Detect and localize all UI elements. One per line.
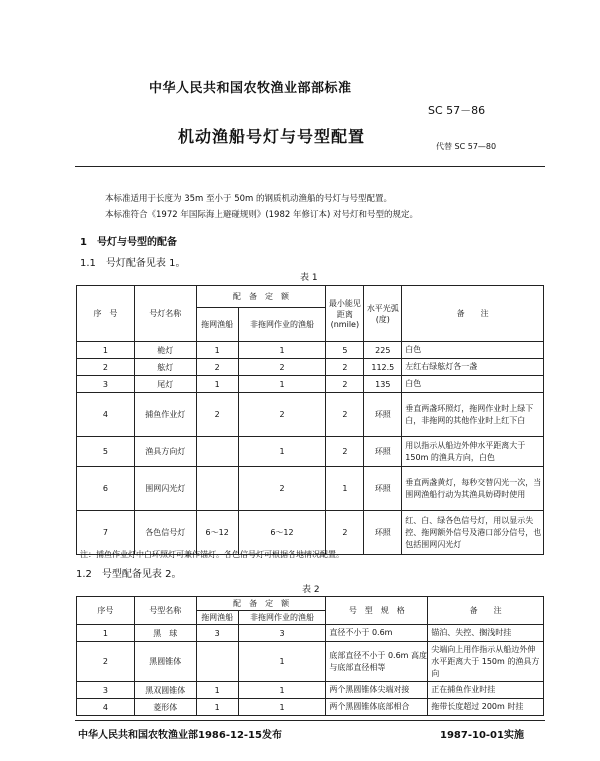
- cell-name: 捕鱼作业灯: [134, 393, 196, 437]
- cell-no: 1: [77, 342, 135, 359]
- table-1: [76, 285, 544, 555]
- t2-header-name: 号型名称: [134, 597, 196, 625]
- cell-remarks: 白色: [402, 376, 544, 393]
- cell-trawler: 6～12: [196, 511, 238, 555]
- cell-arc: 225: [364, 342, 402, 359]
- cell-non-trawler: 1: [238, 342, 326, 359]
- t2-header-spec: 号 型 规 格: [326, 597, 428, 625]
- t1-header-remarks: 备 注: [402, 286, 544, 342]
- t1-header-name: 号灯名称: [134, 286, 196, 342]
- cell-remarks: 正在捕鱼作业时挂: [428, 682, 544, 699]
- cell-no: 3: [77, 682, 135, 699]
- t1-header-arc: 水平光弧(度): [364, 286, 402, 342]
- org-title: 中华人民共和国农牧渔业部部标准: [149, 81, 352, 96]
- cell-name: 围网闪光灯: [134, 467, 196, 511]
- cell-non-trawler: 2: [238, 359, 326, 376]
- cell-range: 2: [326, 393, 364, 437]
- cell-no: 2: [77, 359, 135, 376]
- cell-trawler: [196, 437, 238, 467]
- cell-no: 7: [77, 511, 135, 555]
- cell-spec: 底部直径不小于 0.6m 高度与底部直径相等: [326, 642, 428, 682]
- t2-header-non-trawler: 非拖网作业的渔船: [238, 611, 326, 625]
- t1-header-non-trawler: 非拖网作业的渔船: [238, 308, 326, 342]
- t1-header-range: 最小能见距离(nmile): [326, 286, 364, 342]
- cell-non-trawler: 1: [238, 642, 326, 682]
- section-1-2-heading: 1.2 号型配备见表 2。: [76, 569, 182, 580]
- table-row: [77, 359, 544, 376]
- cell-arc: 环照: [364, 393, 402, 437]
- footer-rule: [75, 720, 545, 721]
- cell-spec: 直径不小于 0.6m: [326, 625, 428, 642]
- cell-spec: 两个黑圆锥体尖端对接: [326, 682, 428, 699]
- cell-non-trawler: 6～12: [238, 511, 326, 555]
- cell-arc: 环照: [364, 467, 402, 511]
- cell-non-trawler: 1: [238, 682, 326, 699]
- table-1-caption: 表 1: [300, 273, 318, 283]
- cell-range: 5: [326, 342, 364, 359]
- cell-name: 黑双圆锥体: [134, 682, 196, 699]
- publish-date: 中华人民共和国农牧渔业部1986-12-15发布: [78, 730, 282, 741]
- cell-arc: 环照: [364, 511, 402, 555]
- table-row: [77, 625, 544, 642]
- table-2-caption: 表 2: [302, 585, 320, 595]
- cell-spec: 两个黑圆锥体底部相合: [326, 699, 428, 716]
- t1-header-trawler: 拖网渔船: [196, 308, 238, 342]
- cell-no: 3: [77, 376, 135, 393]
- cell-no: 5: [77, 437, 135, 467]
- table-1-note: 注：捕鱼作业灯中白环照灯可兼作锚灯。各色信号灯可根据各地情况配置。: [80, 550, 344, 559]
- t1-header-no: 序 号: [77, 286, 135, 342]
- t1-header-config: 配 备 定 额: [196, 286, 326, 308]
- cell-trawler: [196, 467, 238, 511]
- cell-non-trawler: 1: [238, 699, 326, 716]
- cell-range: 2: [326, 376, 364, 393]
- replaces-note: 代替 SC 57—80: [436, 142, 497, 151]
- cell-no: 4: [77, 393, 135, 437]
- cell-name: 桅灯: [134, 342, 196, 359]
- cell-arc: 环照: [364, 437, 402, 467]
- cell-remarks: 拖带长度超过 200m 时挂: [428, 699, 544, 716]
- cell-name: 渔具方向灯: [134, 437, 196, 467]
- cell-range: 2: [326, 511, 364, 555]
- section-1-heading: 1 号灯与号型的配备: [80, 237, 177, 248]
- cell-non-trawler: 3: [238, 625, 326, 642]
- cell-remarks: 左红右绿舷灯各一盏: [402, 359, 544, 376]
- cell-remarks: 垂直两盏环照灯，拖网作业时上绿下白，非拖网的其他作业时上红下白: [402, 393, 544, 437]
- cell-range: 2: [326, 437, 364, 467]
- cell-trawler: 2: [196, 393, 238, 437]
- cell-name: 黑圆锥体: [134, 642, 196, 682]
- cell-name: 黑 球: [134, 625, 196, 642]
- cell-remarks: 用以指示从船边外伸水平距离大于 150m 的渔具方向，白色: [402, 437, 544, 467]
- cell-arc: 112.5: [364, 359, 402, 376]
- table-row: [77, 437, 544, 467]
- implement-date: 1987-10-01实施: [440, 730, 524, 741]
- cell-arc: 135: [364, 376, 402, 393]
- standard-code: SC 57－86: [428, 104, 486, 117]
- cell-no: 2: [77, 642, 135, 682]
- cell-name: 各色信号灯: [134, 511, 196, 555]
- cell-range: 1: [326, 467, 364, 511]
- cell-trawler: 3: [196, 625, 238, 642]
- cell-non-trawler: 2: [238, 393, 326, 437]
- section-1-1-heading: 1.1 号灯配备见表 1。: [80, 258, 186, 269]
- header-rule: [75, 166, 545, 167]
- intro-paragraph-1: 本标准适用于长度为 35m 至小于 50m 的钢质机动渔船的号灯与号型配置。: [105, 194, 393, 204]
- cell-trawler: [196, 642, 238, 682]
- cell-remarks: 红、白、绿各色信号灯，用以显示失控、拖网额外信号及港口部分信号，也包括围网闪光灯: [402, 511, 544, 555]
- t2-header-no: 序号: [77, 597, 135, 625]
- cell-name: 尾灯: [134, 376, 196, 393]
- table-row: [77, 682, 544, 699]
- cell-remarks: 垂直两盏黄灯，每秒交替闪光一次，当围网渔船行动为其渔具妨碍时使用: [402, 467, 544, 511]
- cell-no: 6: [77, 467, 135, 511]
- t2-header-remarks: 备 注: [428, 597, 544, 625]
- t2-header-config: 配 备 定 额: [196, 597, 326, 611]
- document-title: 机动渔船号灯与号型配置: [178, 127, 366, 146]
- cell-remarks: 锚泊、失控、搁浅时挂: [428, 625, 544, 642]
- cell-non-trawler: 2: [238, 467, 326, 511]
- table-row: [77, 699, 544, 716]
- cell-range: 2: [326, 359, 364, 376]
- cell-trawler: 1: [196, 342, 238, 359]
- cell-no: 4: [77, 699, 135, 716]
- table-2: [76, 596, 544, 716]
- cell-remarks: 尖端向上用作指示从船边外伸水平距离大于 150m 的渔具方向: [428, 642, 544, 682]
- cell-no: 1: [77, 625, 135, 642]
- table-row: [77, 511, 544, 555]
- t2-header-trawler: 拖网渔船: [196, 611, 238, 625]
- cell-trawler: 1: [196, 682, 238, 699]
- table-row: [77, 642, 544, 682]
- table-row: [77, 342, 544, 359]
- table-row: [77, 467, 544, 511]
- cell-non-trawler: 1: [238, 376, 326, 393]
- cell-trawler: 2: [196, 359, 238, 376]
- cell-name: 菱形体: [134, 699, 196, 716]
- intro-paragraph-2: 本标准符合《1972 年国际海上避碰规则》(1982 年修订本) 对号灯和号型的规定。: [105, 210, 419, 220]
- cell-trawler: 1: [196, 699, 238, 716]
- cell-name: 舷灯: [134, 359, 196, 376]
- table-row: [77, 393, 544, 437]
- cell-non-trawler: 1: [238, 437, 326, 467]
- cell-remarks: 白色: [402, 342, 544, 359]
- table-row: [77, 376, 544, 393]
- cell-trawler: 1: [196, 376, 238, 393]
